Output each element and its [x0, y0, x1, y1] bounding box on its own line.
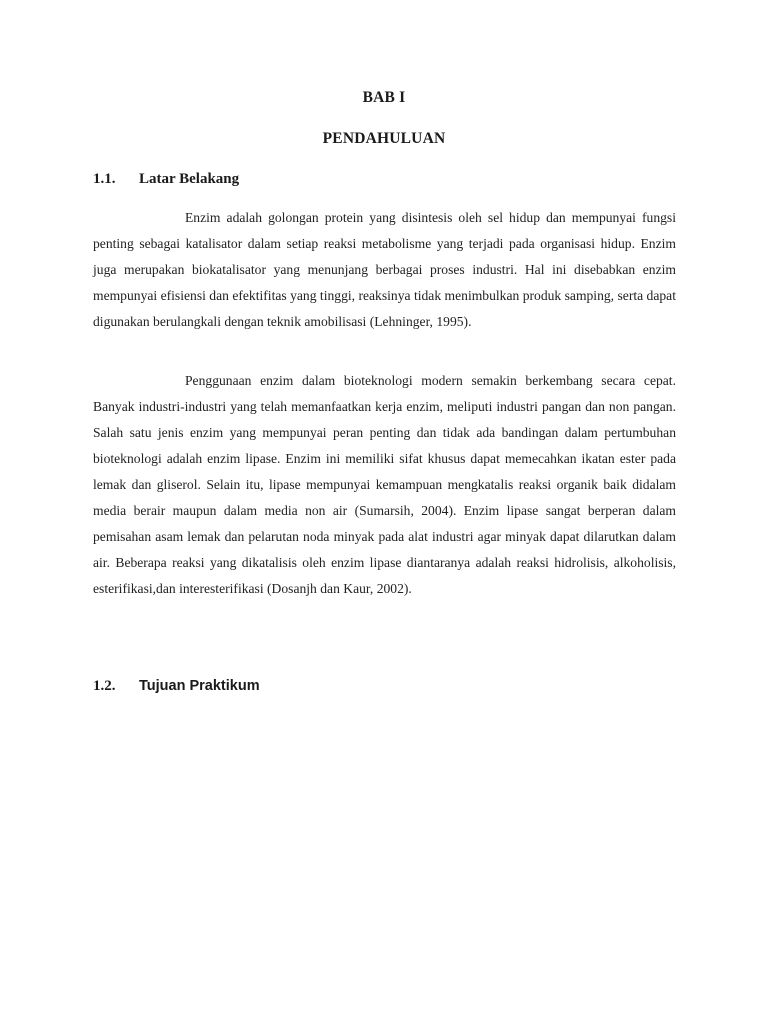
chapter-title: PENDAHULUAN: [322, 130, 446, 147]
section-heading-tujuan-praktikum: [93, 678, 260, 695]
section-number: 1.2.: [93, 678, 116, 694]
section-heading-latar-belakang: [93, 171, 239, 188]
section-number: 1.1.: [93, 171, 116, 187]
chapter-number: BAB I: [362, 89, 406, 106]
body-paragraph: Enzim adalah golongan protein yang disintesis oleh sel hidup dan mempunyai fungsi penting sebagai katalisator dalam setiap reaksi metabolisme yang terjadi pada organisasi hidup. Enzim juga merupakan biokatalisator yang menunjang berbagai proses industri. Hal ini disebabkan enzim mempunyai efisiensi dan efektifitas yang tinggi, reaksinya tidak menimbulkan produk samping, serta dapat digunakan berulangkali dengan teknik amobilisasi (Lehninger, 1995).: [93, 210, 676, 329]
body-paragraph: Penggunaan enzim dalam bioteknologi modern semakin berkembang secara cepat. Banyak industri-industri yang telah memanfaatkan kerja enzim, meliputi industri pangan dan non pangan. Salah satu jenis enzim yang mempunyai peran penting dan tidak ada bandingan dalam pertumbuhan bioteknologi adalah enzim lipase. Enzim ini memiliki sifat khusus dapat memecahkan ikatan ester pada lemak dan gliserol. Selain itu, lipase mempunyai kemampuan mengkatalis reaksi organik baik didalam media berair maupun dalam media non air (Sumarsih, 2004). Enzim lipase sangat berperan dalam pemisahan asam lemak dan pelarutan noda minyak pada alat industri agar minyak dapat dilarutkan dalam air. Beberapa reaksi yang dikatalisis oleh enzim lipase diantaranya adalah reaksi hidrolisis, alkoholisis, esterifikasi,dan interesterifikasi (Dosanjh dan Kaur, 2002).: [93, 373, 676, 596]
section-title: Tujuan Praktikum: [139, 678, 260, 694]
section-title: Latar Belakang: [139, 171, 240, 187]
